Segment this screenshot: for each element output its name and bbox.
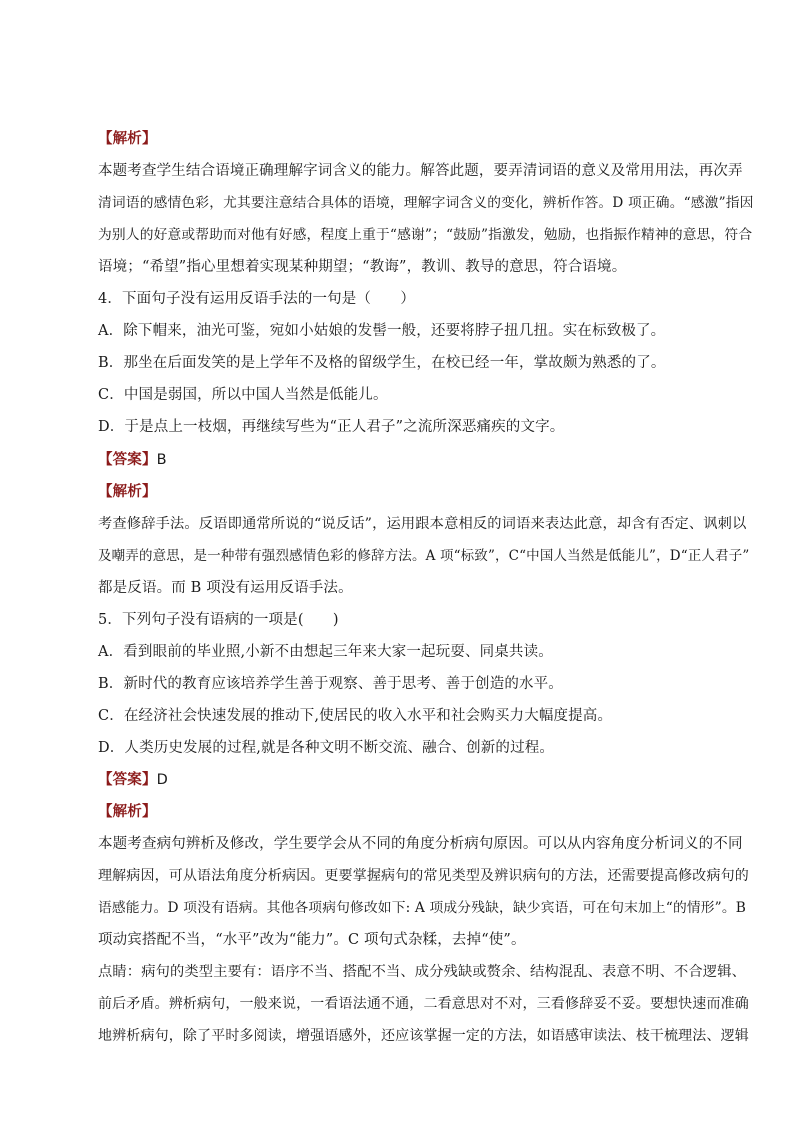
analysis-line: 本题考查学生结合语境正确理解字词含义的能力。解答此题，要弄清词语的意义及常用用法，再次弄 xyxy=(98,163,743,179)
analysis-line: 为别人的好意或帮助而对他有好感，程度上重于“感谢”；“鼓励”指激发，勉励，也指振作精神的意思，符合 xyxy=(98,227,753,243)
question-stem: 5．下列句子没有语病的一项是( ) xyxy=(98,612,339,628)
analysis-line: 语境；“希望”指心里想着实现某种期望；“教诲”，教训、教导的意思，符合语境。 xyxy=(98,259,627,275)
analysis-line: 本题考查病句辨析及修改，学生要学会从不同的角度分析病句原因。可以从内容角度分析词义的不同 xyxy=(98,836,743,852)
answer-row xyxy=(98,450,167,470)
analysis-label xyxy=(98,802,157,822)
analysis-line: 考查修辞手法。反语即通常所说的“说反话”，运用跟本意相反的词语来表达此意，却含有否定、讽刺以 xyxy=(98,516,747,532)
analysis-label-text: 【解析】 xyxy=(98,484,157,500)
analysis-line: 清词语的感情色彩，尤其要注意结合具体的语境，理解字词含义的变化，辨析作答。D 项正确。“感激”指因 xyxy=(98,195,754,211)
analysis-label-text: 【解析】 xyxy=(98,804,157,820)
question-option: B．新时代的教育应该培养学生善于观察、善于思考、善于创造的水平。 xyxy=(98,676,563,692)
analysis-line: 理解病因，可从语法角度分析病因。更要掌握病句的常见类型及辨识病句的方法，还需要提高修改病句的 xyxy=(98,868,749,884)
answer-label: 【答案】 xyxy=(98,772,157,788)
question-stem: 4．下面句子没有运用反语手法的一句是（ ） xyxy=(98,291,416,307)
analysis-line: 都是反语。而 B 项没有运用反语手法。 xyxy=(98,580,353,596)
analysis-line: 语感能力。D 项没有语病。其他各项病句修改如下: A 项成分残缺，缺少宾语，可在句末加上“的情形”。B xyxy=(98,900,747,916)
question-option: A．看到眼前的毕业照,小新不由想起三年来大家一起玩耍、同桌共读。 xyxy=(98,644,553,660)
answer-value: B xyxy=(156,452,167,468)
answer-value: D xyxy=(156,772,168,788)
analysis-label xyxy=(98,482,157,502)
analysis-label xyxy=(98,129,157,149)
answer-row xyxy=(98,770,168,790)
analysis-label-text: 【解析】 xyxy=(98,131,157,147)
analysis-line: 项动宾搭配不当，“水平”改为“能力”。C 项句式杂糅，去掉“使”。 xyxy=(98,932,526,948)
question-option: B．那坐在后面发笑的是上学年不及格的留级学生，在校已经一年，掌故颇为熟悉的了。 xyxy=(98,355,666,371)
question-option: D．于是点上一枝烟，再继续写些为“正人君子”之流所深恶痛疾的文字。 xyxy=(98,419,565,435)
question-option: C．中国是弱国，所以中国人当然是低能儿。 xyxy=(98,387,388,403)
question-option: A．除下帽来，油光可鉴，宛如小姑娘的发髻一般，还要将脖子扭几扭。实在标致极了。 xyxy=(98,323,666,339)
tip-line: 点睛：病句的类型主要有：语序不当、搭配不当、成分残缺或赘余、结构混乱、表意不明、不合逻辑、 xyxy=(98,964,747,980)
answer-label: 【答案】 xyxy=(98,452,157,468)
question-option: C．在经济社会快速发展的推动下,使居民的收入水平和社会购买力大幅度提高。 xyxy=(98,708,613,724)
tip-line: 前后矛盾。辨析病句，一般来说，一看语法通不通，二看意思对不对，三看修辞妥不妥。要想快速而准确 xyxy=(98,996,749,1012)
analysis-line: 及嘲弄的意思，是一种带有强烈感情色彩的修辞方法。A 项“标致”，C“中国人当然是低能儿”，D“正人君子” xyxy=(98,548,750,564)
tip-line: 地辨析病句，除了平时多阅读，增强语感外，还应该掌握一定的方法，如语感审读法、枝干梳理法、逻辑 xyxy=(98,1028,749,1044)
question-option: D．人类历史发展的过程,就是各种文明不断交流、融合、创新的过程。 xyxy=(98,740,555,756)
